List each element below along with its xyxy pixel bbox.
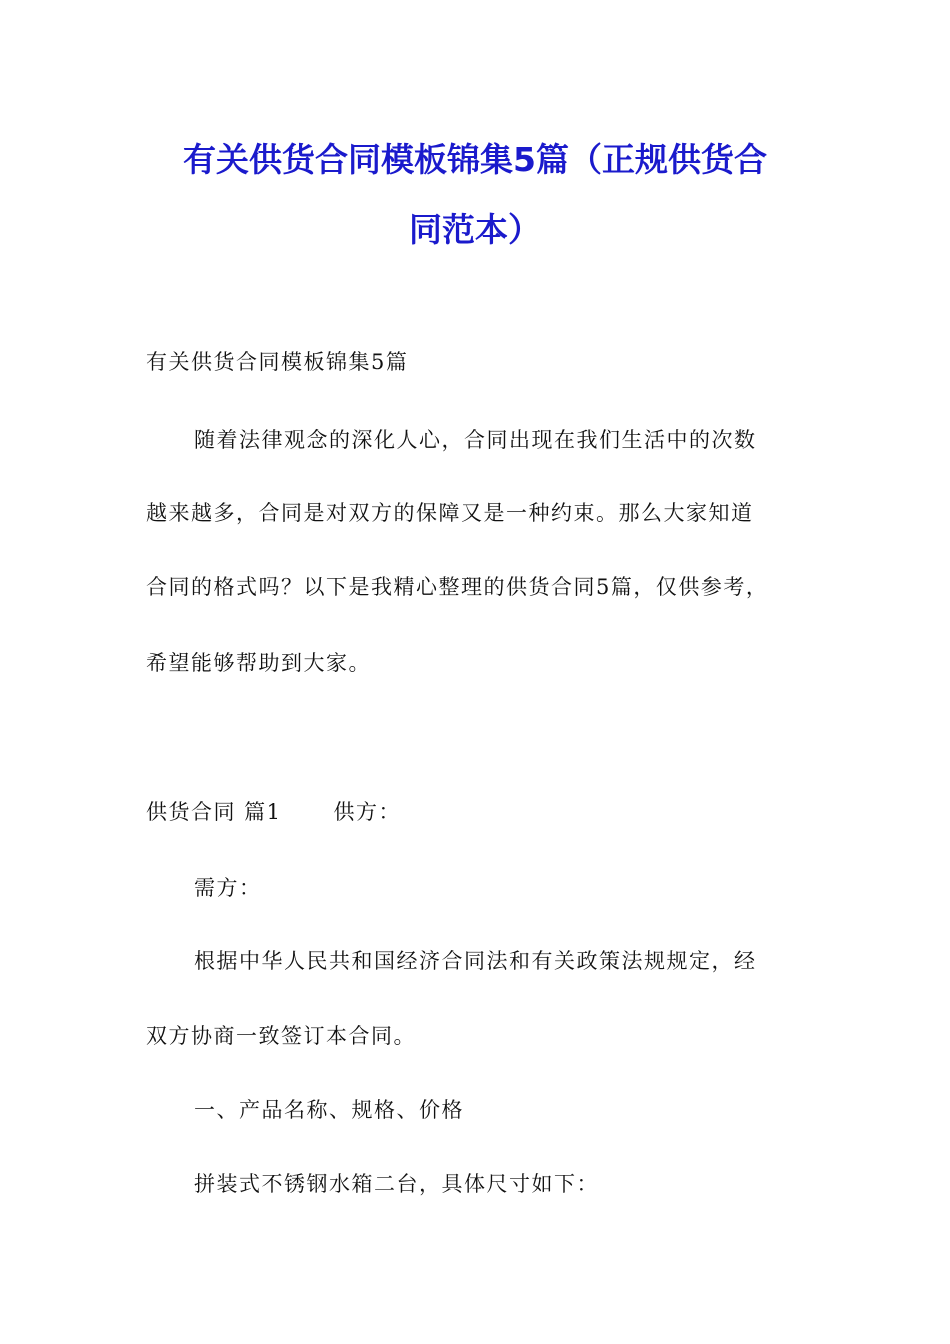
body-paragraph-line: 双方协商一致签订本合同。: [146, 1024, 416, 1048]
section-1-heading: 供货合同 篇1: [146, 800, 282, 824]
intro-paragraph-line: 希望能够帮助到大家。: [146, 651, 371, 675]
section-1-heading-row: [146, 796, 401, 826]
buyer-label: 需方：: [194, 876, 262, 900]
body-paragraph-line: 拼装式不锈钢水箱二台，具体尺寸如下：: [194, 1172, 599, 1196]
intro-paragraph-line: 越来越多，合同是对双方的保障又是一种约束。那么大家知道: [146, 501, 754, 525]
supplier-label: 供方：: [333, 800, 402, 824]
document-subtitle: 有关供货合同模板锦集5篇: [146, 350, 409, 374]
document-title-line-2: 同范本）: [409, 210, 541, 249]
body-paragraph-line: 根据中华人民共和国经济合同法和有关政策法规规定，经: [194, 949, 757, 973]
intro-paragraph-line: 合同的格式吗？以下是我精心整理的供货合同5篇，仅供参考，: [146, 575, 769, 599]
clause-heading: 一、产品名称、规格、价格: [194, 1098, 464, 1122]
document-title-line-1: 有关供货合同模板锦集5篇（正规供货合: [183, 140, 767, 179]
intro-paragraph-line: 随着法律观念的深化人心，合同出现在我们生活中的次数: [194, 428, 757, 452]
